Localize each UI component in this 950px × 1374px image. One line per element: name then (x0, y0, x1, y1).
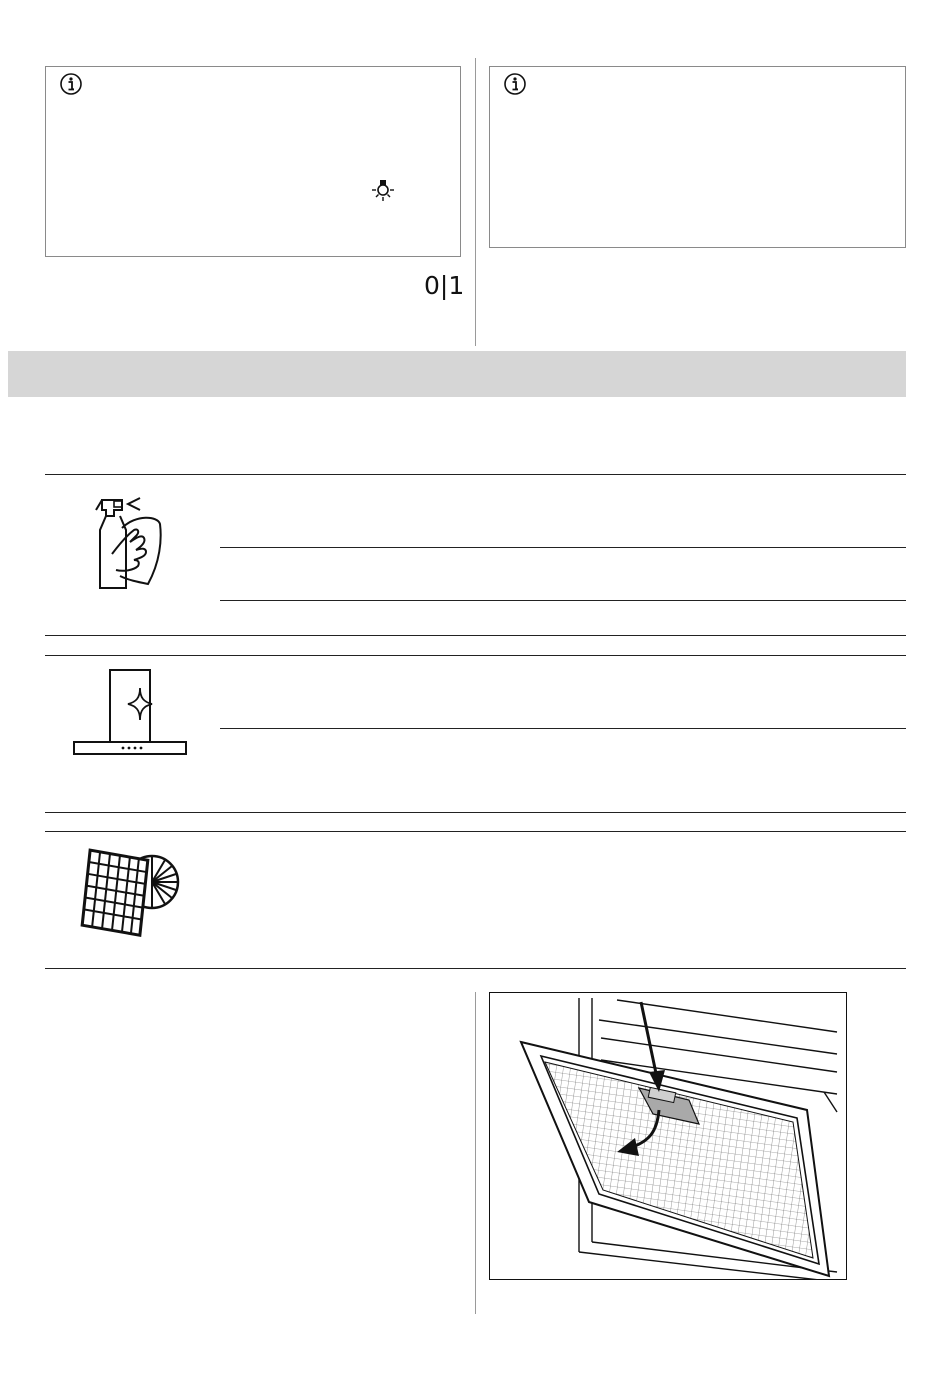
grease-filter-icon (78, 838, 184, 940)
grease-filter-removal-illustration (489, 992, 847, 1280)
info-icon (60, 73, 82, 95)
power-symbol: 0|1 (424, 271, 465, 300)
info-icon (504, 73, 526, 95)
left-info-box (45, 66, 461, 257)
hood-shine-icon (70, 668, 190, 758)
spray-cleaning-icon (88, 490, 170, 592)
section-header-bar (8, 351, 906, 397)
light-bulb-icon (368, 177, 398, 205)
column-divider-bottom (475, 992, 476, 1314)
table-sub-rule (220, 600, 906, 601)
right-info-box (489, 66, 906, 248)
table-sub-rule (220, 547, 906, 548)
table-rule (45, 831, 906, 832)
table-rule (45, 812, 906, 813)
table-rule (45, 474, 906, 475)
table-rule (45, 635, 906, 636)
table-rule (45, 968, 906, 969)
column-divider-top (475, 58, 476, 346)
table-rule (45, 655, 906, 656)
table-sub-rule (220, 728, 906, 729)
